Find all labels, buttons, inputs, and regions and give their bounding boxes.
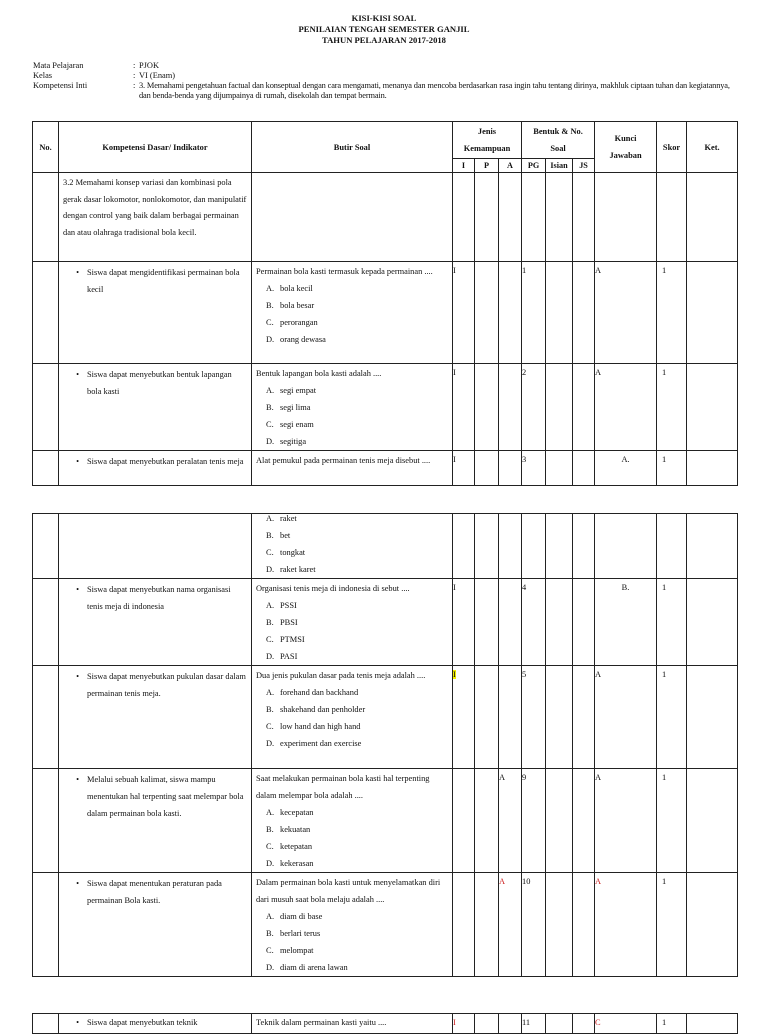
- option-d: [252, 959, 452, 976]
- cell-i: I: [453, 579, 475, 666]
- option-letter: B.: [266, 301, 274, 310]
- meta-value: 3. Memahami pengetahuan factual dan konseptual dengan cara mengamati, menanya dan mencoba berdasarkan rasa ingin tahu tentang dirinya, makhluk ciptaan tuhan dan kegiatannya, dan benda-benda yang dijumpainya di rumah, disekolah dan tempat bermain.: [139, 81, 730, 100]
- indicator-text: Siswa dapat menyebutkan bentuk lapangan bola kasti: [87, 370, 232, 396]
- doc-title-2: PENILAIAN TENGAH SEMESTER GANJIL: [298, 24, 470, 34]
- table-row: [33, 666, 738, 769]
- question-cell: [252, 364, 453, 451]
- cell-p: [475, 769, 499, 873]
- bullet-icon: •: [76, 585, 79, 594]
- option-text: tongkat: [280, 548, 306, 557]
- cell-no: [33, 451, 59, 486]
- cell-p: [475, 666, 499, 769]
- col-ket-header: Ket.: [687, 122, 738, 173]
- cell-skor: 1: [657, 1014, 687, 1034]
- option-text: perorangan: [280, 318, 318, 327]
- cell-skor: 1: [657, 873, 687, 977]
- meta-colon: :: [133, 71, 136, 80]
- cell-a: A: [499, 873, 522, 977]
- option-letter: C.: [266, 722, 274, 731]
- option-text: bet: [280, 531, 291, 540]
- doc-title-1: KISI-KISI SOAL: [351, 13, 417, 23]
- cell-empty: [475, 173, 499, 262]
- cell-kunci: A.: [595, 451, 657, 486]
- bullet-icon: •: [76, 268, 79, 277]
- sub-p-header: P: [475, 159, 499, 173]
- option-b: [252, 399, 452, 416]
- cell-kunci: C: [595, 1014, 657, 1034]
- table-row: [33, 451, 738, 486]
- option-c: [252, 838, 452, 855]
- option-b: [252, 925, 452, 942]
- cell-empty: [522, 173, 546, 262]
- cell-ket: [687, 451, 738, 486]
- option-c: [252, 416, 452, 433]
- option-text: segi enam: [280, 420, 314, 429]
- option-letter: A.: [266, 514, 275, 523]
- indicator-text: Siswa dapat menyebutkan nama organisasi tenis meja di indonesia: [87, 585, 231, 611]
- cell-kunci: A: [595, 873, 657, 977]
- option-letter: D.: [266, 565, 275, 574]
- cell-no: [33, 173, 59, 262]
- cell-empty: [475, 514, 499, 579]
- question-text: Dalam permainan bola kasti untuk menyelamatkan diri dari musuh saat bola melaju adalah ....: [256, 878, 441, 904]
- indicator-text: Melalui sebuah kalimat, siswa mampu menentukan hal terpenting saat melempar bola dalam permainan bola kasti.: [87, 775, 244, 818]
- meta-label: Mata Pelajaran: [33, 61, 84, 70]
- option-d: [252, 561, 452, 578]
- cell-no: [33, 262, 59, 364]
- meta-label: Kelas: [33, 71, 53, 80]
- cell-kunci: A: [595, 262, 657, 364]
- cell-js: [573, 873, 595, 977]
- indicator-cell: [59, 451, 252, 486]
- cell-empty: [453, 514, 475, 579]
- option-letter: D.: [266, 859, 275, 868]
- option-letter: C.: [266, 420, 274, 429]
- option-text: diam di arena lawan: [280, 963, 348, 972]
- kunci-line-2: Jawaban: [609, 151, 642, 160]
- cell-empty: [657, 514, 687, 579]
- cell-empty: [546, 173, 573, 262]
- option-a: [252, 684, 452, 701]
- sub-i-header: I: [453, 159, 475, 173]
- sub-pg-header: PG: [522, 159, 546, 173]
- kd-text: 3.2 Memahami konsep variasi dan kombinasi pola gerak dasar lokomotor, nonlokomotor, dan manipulatif dengan control yang baik dalam berbagai permainan dan atau olahraga tradisional bola kecil.: [59, 173, 252, 262]
- option-b: [252, 297, 452, 314]
- option-text: low hand dan high hand: [280, 722, 361, 731]
- cell-isian: [546, 666, 573, 769]
- table-row: [33, 262, 738, 364]
- option-text: melompat: [280, 946, 314, 955]
- option-letter: C.: [266, 635, 274, 644]
- option-letter: A.: [266, 808, 275, 817]
- cell-i: I: [453, 262, 475, 364]
- kisi-table-page-2: [32, 513, 738, 977]
- option-c: [252, 631, 452, 648]
- cell-ket: [687, 262, 738, 364]
- cell-empty: [687, 173, 738, 262]
- cell-skor: 1: [657, 262, 687, 364]
- indicator-text: Siswa dapat menentukan peraturan pada permainan Bola kasti.: [87, 879, 222, 905]
- cell-p: [475, 873, 499, 977]
- option-letter: B.: [266, 705, 274, 714]
- cell-empty: [595, 173, 657, 262]
- table-row-continuation: [33, 514, 738, 579]
- cell-kunci: A: [595, 666, 657, 769]
- jenis-line-2: Kemampuan: [463, 144, 511, 153]
- cell-empty: [252, 173, 453, 262]
- cell-empty: [687, 514, 738, 579]
- cell-isian: [546, 873, 573, 977]
- meta-block: [33, 61, 743, 101]
- meta-label: Kompetensi Inti: [33, 81, 88, 90]
- cell-skor: 1: [657, 364, 687, 451]
- option-letter: A.: [266, 284, 275, 293]
- option-letter: D.: [266, 437, 275, 446]
- cell-empty: [453, 173, 475, 262]
- cell-i: [453, 666, 475, 769]
- option-d: [252, 735, 452, 752]
- option-text: PASI: [280, 652, 298, 661]
- question-cell: [252, 666, 453, 769]
- option-letter: A.: [266, 386, 275, 395]
- option-letter: D.: [266, 739, 275, 748]
- option-d: [252, 648, 452, 665]
- indicator-text: Siswa dapat mengidentifikasi permainan bola kecil: [87, 268, 240, 294]
- option-text: segitiga: [280, 437, 307, 446]
- cell-empty: [499, 173, 522, 262]
- cell-no: [33, 514, 59, 579]
- option-letter: C.: [266, 318, 274, 327]
- cell-kunci: A: [595, 769, 657, 873]
- option-b: [252, 614, 452, 631]
- kisi-table-page-1: [32, 121, 738, 486]
- kd-row: [33, 173, 738, 262]
- cell-skor: 1: [657, 451, 687, 486]
- kunci-line-1: Kunci: [614, 134, 637, 143]
- bentuk-line-1: Bentuk & No.: [533, 127, 583, 136]
- cell-ket: [687, 873, 738, 977]
- jenis-line-1: Jenis: [477, 127, 497, 136]
- col-kunci-header: [595, 122, 657, 173]
- doc-title-3: TAHUN PELAJARAN 2017-2018: [322, 35, 446, 45]
- option-letter: B.: [266, 403, 274, 412]
- table-row: [33, 579, 738, 666]
- cell-ket: [687, 364, 738, 451]
- cell-i: [453, 873, 475, 977]
- col-jenis-header: [453, 122, 522, 159]
- indicator-cell: [59, 873, 252, 977]
- option-letter: C.: [266, 842, 274, 851]
- cell-i: I: [453, 451, 475, 486]
- cell-ket: [687, 579, 738, 666]
- indicator-cell: [59, 262, 252, 364]
- option-text: forehand dan backhand: [280, 688, 359, 697]
- cell-a: [499, 666, 522, 769]
- indicator-text: Siswa dapat menyebutkan teknik: [87, 1018, 198, 1027]
- question-cell: [252, 579, 453, 666]
- meta-row-ki: [33, 81, 743, 101]
- meta-value: VI (Enam): [139, 71, 176, 80]
- option-a: [252, 510, 452, 527]
- option-c: [252, 942, 452, 959]
- table-row: [33, 873, 738, 977]
- question-text: Dua jenis pukulan dasar pada tenis meja adalah ....: [256, 671, 426, 680]
- col-skor-header: Skor: [657, 122, 687, 173]
- option-a: [252, 382, 452, 399]
- indicator-text: Siswa dapat menyebutkan pukulan dasar dalam permainan tenis meja.: [87, 672, 246, 698]
- cell-js: [573, 769, 595, 873]
- question-cell: [252, 262, 453, 364]
- cell-a: [499, 364, 522, 451]
- question-text: Permainan bola kasti termasuk kepada permainan ....: [256, 267, 433, 276]
- cell-i: I: [453, 364, 475, 451]
- option-text: bola besar: [280, 301, 315, 310]
- cell-isian: [546, 262, 573, 364]
- cell-pg: 11: [522, 1014, 546, 1034]
- option-text: PBSI: [280, 618, 298, 627]
- cell-i: I: [453, 1014, 475, 1034]
- option-text: bola kecil: [280, 284, 313, 293]
- question-cell: [252, 451, 453, 486]
- cell-a: A: [499, 769, 522, 873]
- question-text: Bentuk lapangan bola kasti adalah ....: [256, 369, 382, 378]
- option-text: segi lima: [280, 403, 311, 412]
- cell-p: [475, 364, 499, 451]
- meta-colon: :: [133, 81, 136, 90]
- option-letter: A.: [266, 601, 275, 610]
- cell-kunci: B.: [595, 579, 657, 666]
- bentuk-line-2: Soal: [550, 144, 566, 153]
- cell-js: [573, 262, 595, 364]
- option-text: orang dewasa: [280, 335, 326, 344]
- table-row: [33, 769, 738, 873]
- option-b: [252, 701, 452, 718]
- cell-p: [475, 451, 499, 486]
- cell-a: [499, 451, 522, 486]
- option-letter: D.: [266, 963, 275, 972]
- cell-no: [33, 666, 59, 769]
- indicator-cell: [59, 579, 252, 666]
- meta-colon: :: [133, 61, 136, 70]
- bullet-icon: •: [76, 457, 79, 466]
- option-text: kekerasan: [280, 859, 314, 868]
- highlight-mark: I: [453, 670, 456, 679]
- option-a: [252, 280, 452, 297]
- option-letter: B.: [266, 531, 274, 540]
- cell-skor: 1: [657, 579, 687, 666]
- option-text: ketepatan: [280, 842, 313, 851]
- indicator-cell: [59, 364, 252, 451]
- option-text: kekuatan: [280, 825, 311, 834]
- cell-isian: [546, 579, 573, 666]
- cell-js: [573, 666, 595, 769]
- option-b: [252, 821, 452, 838]
- option-a: [252, 908, 452, 925]
- indicator-text: Siswa dapat menyebutkan peralatan tenis meja: [87, 457, 244, 466]
- cell-empty: [499, 514, 522, 579]
- cell-a: [499, 262, 522, 364]
- option-text: shakehand dan penholder: [280, 705, 366, 714]
- cell-empty: [595, 514, 657, 579]
- meta-value: PJOK: [139, 61, 160, 70]
- cell-no: [33, 873, 59, 977]
- col-no-header: No.: [33, 122, 59, 173]
- cell-no: [33, 364, 59, 451]
- cell-empty: [546, 514, 573, 579]
- option-letter: C.: [266, 946, 274, 955]
- option-d: [252, 855, 452, 872]
- col-butir-header: Butir Soal: [252, 122, 453, 173]
- option-letter: C.: [266, 548, 274, 557]
- cell-isian: [546, 769, 573, 873]
- bullet-icon: •: [76, 672, 79, 681]
- cell-p: [475, 579, 499, 666]
- cell-p: [475, 262, 499, 364]
- cell-no: [33, 579, 59, 666]
- option-text: PSSI: [280, 601, 297, 610]
- cell-pg: 3: [522, 451, 546, 486]
- question-cell: [252, 769, 453, 873]
- cell-isian: [546, 451, 573, 486]
- option-letter: D.: [266, 652, 275, 661]
- bullet-icon: •: [76, 879, 79, 888]
- cell-empty: [573, 173, 595, 262]
- bullet-icon: •: [76, 370, 79, 379]
- sub-isian-header: Isian: [546, 159, 573, 173]
- cell-pg: 10: [522, 873, 546, 977]
- option-letter: A.: [266, 688, 275, 697]
- indicator-cell: [59, 769, 252, 873]
- question-cell: [252, 514, 453, 579]
- option-text: segi empat: [280, 386, 317, 395]
- col-kd-header: Kompetensi Dasar/ Indikator: [59, 122, 252, 173]
- cell-pg: 5: [522, 666, 546, 769]
- cell-isian: [546, 364, 573, 451]
- option-letter: B.: [266, 618, 274, 627]
- bullet-icon: •: [76, 775, 79, 784]
- cell-js: [573, 451, 595, 486]
- option-text: experiment dan exercise: [280, 739, 362, 748]
- cell-pg: 4: [522, 579, 546, 666]
- sub-a-header: A: [499, 159, 522, 173]
- cell-skor: 1: [657, 666, 687, 769]
- question-text: Teknik dalam permainan kasti yaitu ....: [256, 1018, 387, 1027]
- option-text: raket karet: [280, 565, 316, 574]
- option-b: [252, 527, 452, 544]
- option-c: [252, 544, 452, 561]
- meta-row-kelas: [33, 71, 743, 81]
- cell-ket: [687, 666, 738, 769]
- cell-pg: 2: [522, 364, 546, 451]
- bullet-icon: •: [76, 1018, 79, 1027]
- cell-pg: 1: [522, 262, 546, 364]
- option-letter: B.: [266, 825, 274, 834]
- option-a: [252, 804, 452, 821]
- option-d: [252, 331, 452, 348]
- option-c: [252, 718, 452, 735]
- cell-js: [573, 364, 595, 451]
- indicator-cell: [59, 666, 252, 769]
- question-text: Alat pemukul pada permainan tenis meja disebut ....: [256, 456, 431, 465]
- sub-js-header: JS: [573, 159, 595, 173]
- option-letter: B.: [266, 929, 274, 938]
- cell-ket: [687, 769, 738, 873]
- question-cell: [252, 873, 453, 977]
- option-text: PTMSI: [280, 635, 305, 644]
- option-text: kecepatan: [280, 808, 314, 817]
- option-text: raket: [280, 514, 297, 523]
- cell-js: [573, 579, 595, 666]
- cell-no: [33, 769, 59, 873]
- cell-skor: 1: [657, 769, 687, 873]
- cell-pg: 9: [522, 769, 546, 873]
- meta-row-mapel: [33, 61, 743, 71]
- option-text: diam di base: [280, 912, 323, 921]
- option-c: [252, 314, 452, 331]
- col-bentuk-header: [522, 122, 595, 159]
- cell-empty: [522, 514, 546, 579]
- cell-i: [453, 769, 475, 873]
- option-d: [252, 433, 452, 450]
- cell-kunci: A: [595, 364, 657, 451]
- cell-empty: [573, 514, 595, 579]
- indicator-cell: [59, 514, 252, 579]
- question-text: Saat melakukan permainan bola kasti hal terpenting dalam melempar bola adalah ....: [256, 774, 430, 800]
- cell-empty: [657, 173, 687, 262]
- option-letter: A.: [266, 912, 275, 921]
- option-text: berlari terus: [280, 929, 321, 938]
- option-letter: D.: [266, 335, 275, 344]
- cell-a: [499, 579, 522, 666]
- option-a: [252, 597, 452, 614]
- question-text: Organisasi tenis meja di indonesia di sebut ....: [256, 584, 410, 593]
- table-row: [33, 364, 738, 451]
